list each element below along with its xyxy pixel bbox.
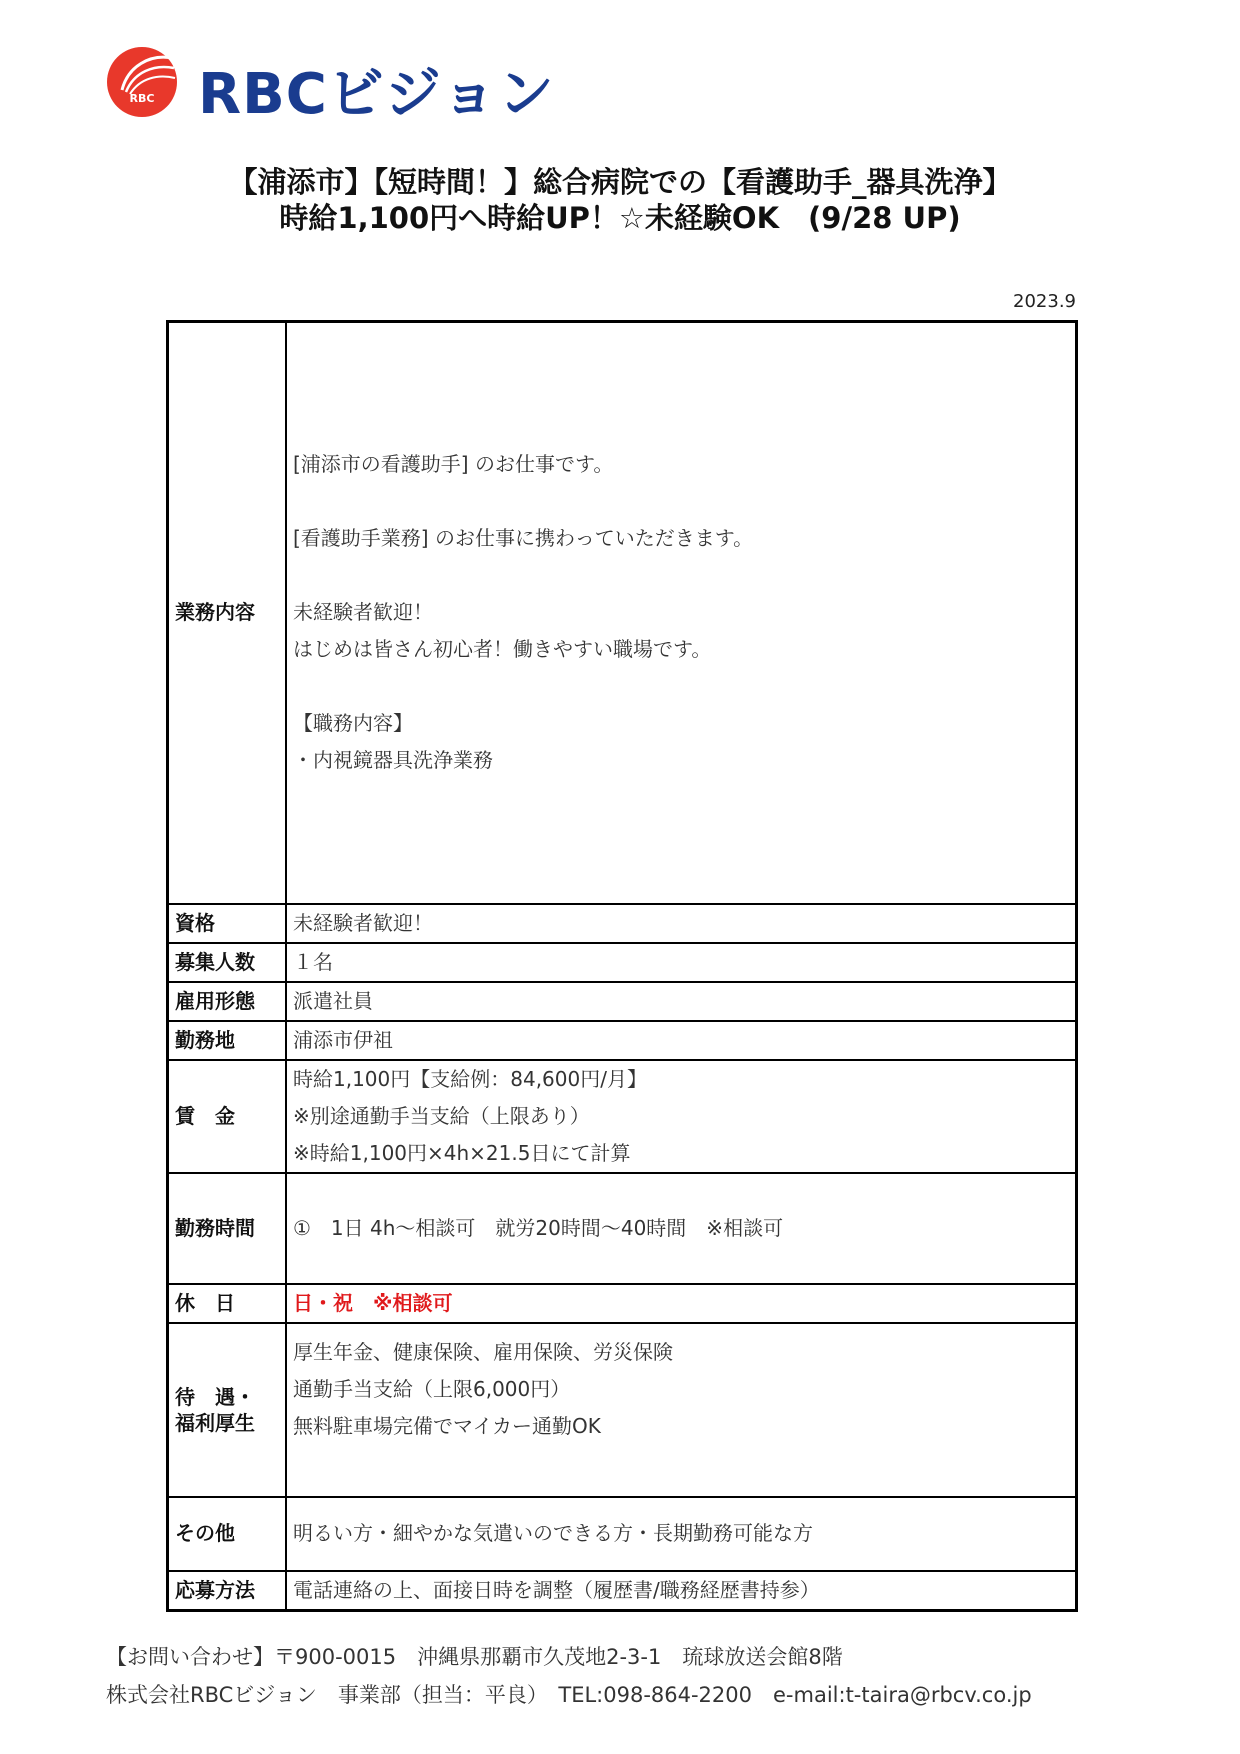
other-value: 明るい方・細やかな気遣いのできる方・長期勤務可能な方 [286,1497,1077,1571]
job-line: [看護助手業務] のお仕事に携わっていただきます。 [293,526,754,551]
label-headcount: 募集人数 [168,943,287,982]
contact-footer [106,1638,1032,1714]
row-other [168,1497,1077,1571]
row-headcount [168,943,1077,982]
label-holidays: 休 日 [168,1284,287,1323]
row-location [168,1021,1077,1060]
job-line: 未経験者歓迎！ [293,600,433,625]
label-qualification: 資格 [168,904,287,943]
row-employment-type [168,982,1077,1021]
job-spacer [293,668,1069,705]
wage-line: ※時給1,100円×4h×21.5日にて計算 [293,1140,631,1165]
company-logo [106,46,566,127]
footer-address: 【お問い合わせ】〒900-0015 沖縄県那覇市久茂地2-3-1 琉球放送会館8階 [106,1645,843,1669]
holidays-value: 日・祝 ※相談可 [286,1284,1077,1323]
location-value: 浦添市伊祖 [286,1021,1077,1060]
job-content-value [286,322,1077,904]
title-line-2: 時給1,100円へ時給UP！☆未経験OK (9/28 UP) [279,201,961,235]
job-spacer [293,557,1069,594]
benefits-line: 通勤手当支給（上限6,000円） [293,1376,571,1401]
job-line: ・内視鏡器具洗浄業務 [293,748,493,773]
application-value: 電話連絡の上、面接日時を調整（履歴書/職務経歴書持参） [286,1571,1077,1611]
headcount-value: １名 [286,943,1077,982]
label-wage: 賃 金 [168,1060,287,1173]
job-line: [浦添市の看護助手] のお仕事です。 [293,452,614,477]
benefits-line: 無料駐車場完備でマイカー通勤OK [293,1413,601,1438]
logo-mark-text: RBC [129,92,155,105]
label-benefits [168,1323,287,1497]
job-line: はじめは皆さん初心者！働きやすい職場です。 [293,637,712,662]
logo-wordmark: RBCビジョン [198,62,555,127]
row-benefits [168,1323,1077,1497]
employment-type-value: 派遣社員 [286,982,1077,1021]
job-title [0,164,1240,236]
wage-line: ※別途通勤手当支給（上限あり） [293,1103,590,1128]
label-job-content: 業務内容 [168,322,287,904]
working-hours-value: ① 1日 4h～相談可 就労20時間～40時間 ※相談可 [286,1173,1077,1284]
row-wage [168,1060,1077,1173]
row-application [168,1571,1077,1611]
rbc-logo-mark [106,46,178,118]
footer-contact: 株式会社RBCビジョン 事業部（担当：平良） TEL:098-864-2200 e-mail:t-taira@rbcv.co.jp [106,1683,1032,1707]
label-application: 応募方法 [168,1571,287,1611]
document-date: 2023.9 [1013,291,1076,312]
job-line: 【職務内容】 [293,711,413,736]
wage-line: 時給1,100円【支給例：84,600円/月】 [293,1066,647,1091]
label-location: 勤務地 [168,1021,287,1060]
row-job-content [168,322,1077,904]
job-details-table [166,320,1078,1612]
job-spacer [293,483,1069,520]
label-benefits-line-2: 福利厚生 [175,1410,255,1435]
benefits-line: 厚生年金、健康保険、雇用保険、労災保険 [293,1339,673,1364]
wage-value [286,1060,1077,1173]
label-benefits-line-1: 待 遇・ [175,1384,255,1409]
label-working-hours: 勤務時間 [168,1173,287,1284]
title-line-1: 【浦添市】【短時間！】総合病院での【看護助手_器具洗浄】 [228,165,1012,199]
row-working-hours [168,1173,1077,1284]
row-holidays [168,1284,1077,1323]
row-qualification [168,904,1077,943]
label-other: その他 [168,1497,287,1571]
label-employment-type: 雇用形態 [168,982,287,1021]
benefits-value [286,1323,1077,1497]
qualification-value: 未経験者歓迎！ [286,904,1077,943]
